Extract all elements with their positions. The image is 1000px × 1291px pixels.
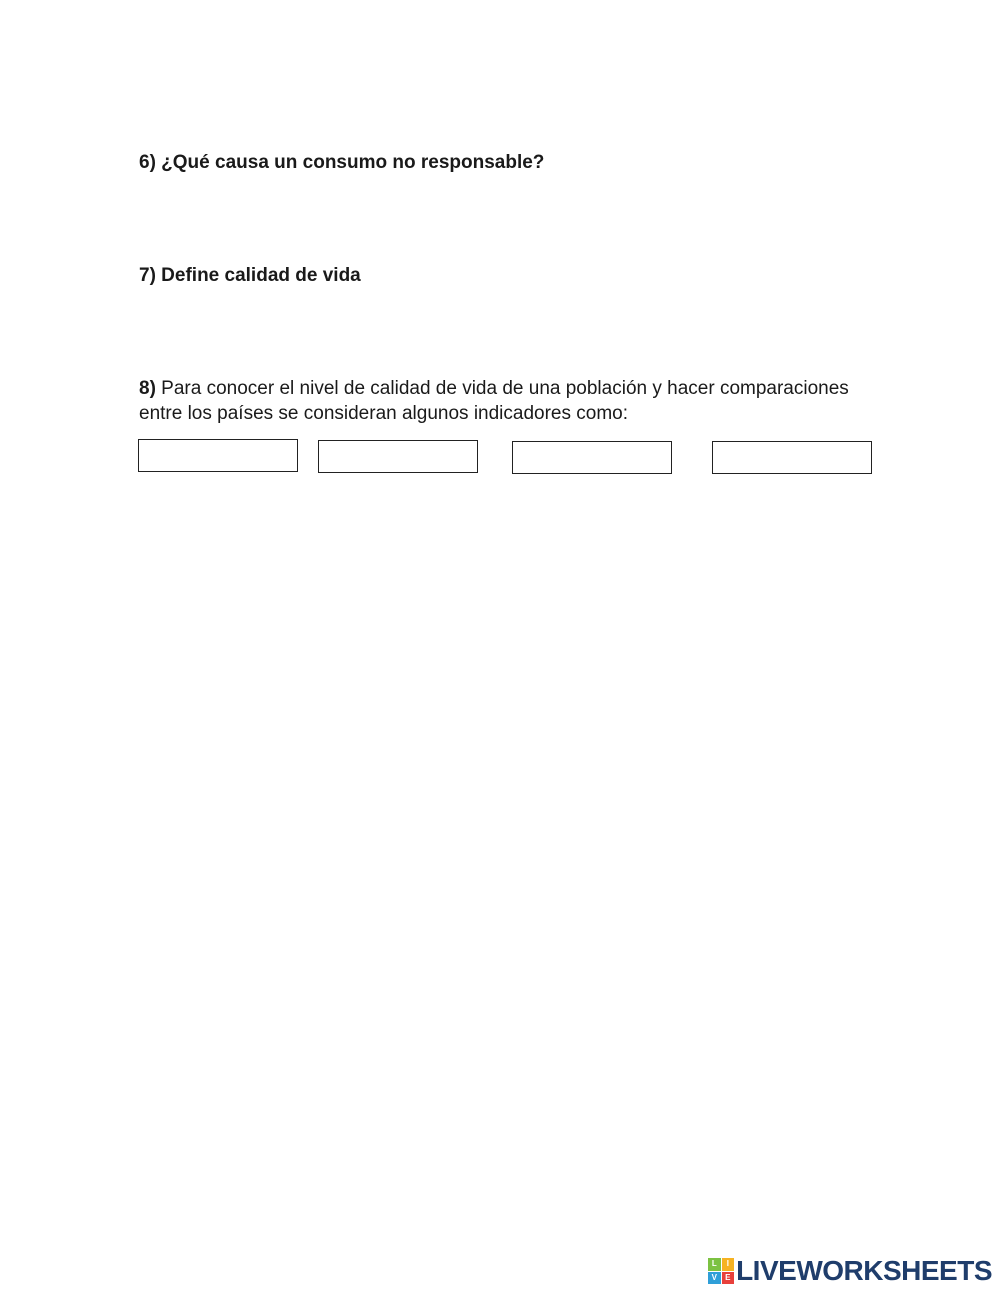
- question-8-number: 8): [139, 378, 156, 399]
- logo-letter-v: V: [708, 1272, 721, 1285]
- answer-box-1[interactable]: [138, 439, 298, 472]
- logo-letter-i: I: [722, 1258, 735, 1271]
- question-6: 6) ¿Qué causa un consumo no responsable?: [139, 152, 545, 173]
- brand-text: LIVEWORKSHEETS: [736, 1255, 992, 1286]
- question-7: 7) Define calidad de vida: [139, 265, 361, 286]
- answer-box-3[interactable]: [512, 441, 672, 474]
- answer-box-4[interactable]: [712, 441, 872, 474]
- answer-box-2[interactable]: [318, 440, 478, 473]
- logo-letter-l: L: [708, 1258, 721, 1271]
- question-8: [139, 376, 879, 426]
- liveworksheets-brand: [708, 1257, 992, 1285]
- question-8-line-1: [139, 376, 879, 401]
- live-logo-icon: [708, 1258, 734, 1284]
- logo-letter-e: E: [722, 1272, 735, 1285]
- question-8-text-1: Para conocer el nivel de calidad de vida de una población y hacer comparaciones: [155, 378, 849, 399]
- question-8-line-2: entre los países se consideran algunos indicadores como:: [139, 403, 629, 424]
